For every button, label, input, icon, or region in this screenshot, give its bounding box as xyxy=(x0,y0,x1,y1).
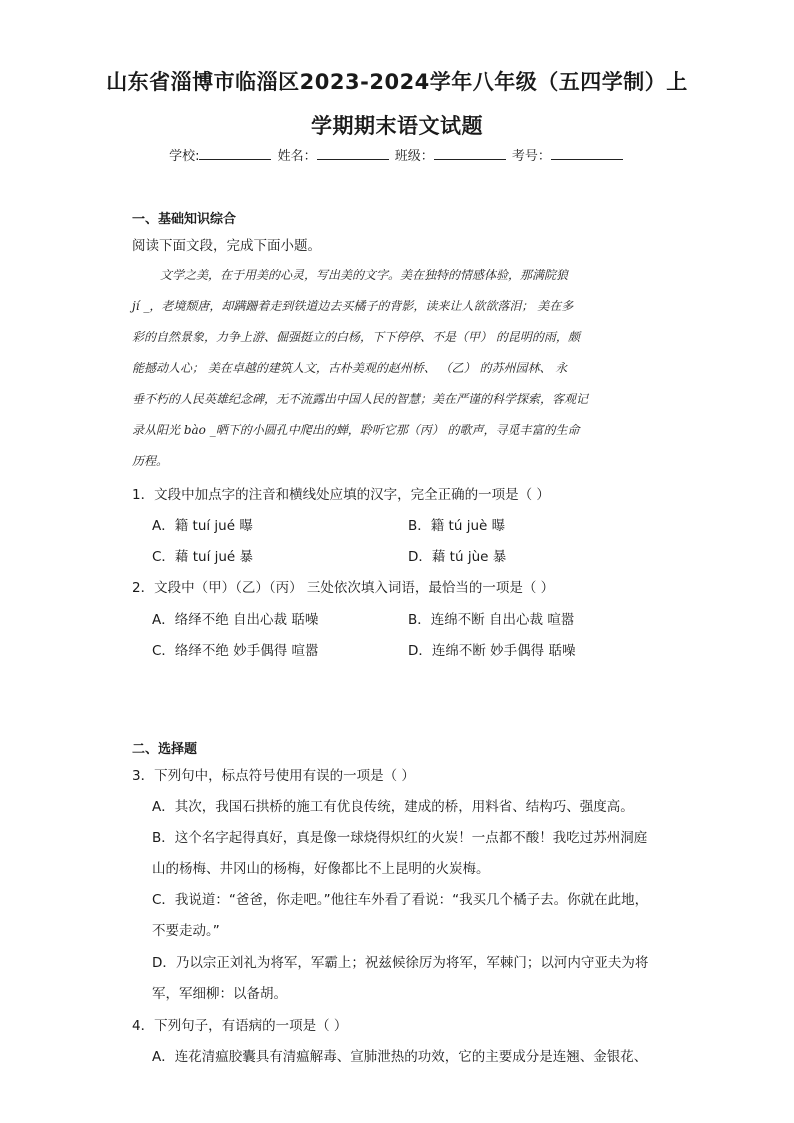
q2-option-b[interactable]: B．连绵不断 自出心裁 喧嚣 xyxy=(408,612,575,628)
section1-instruction: 阅读下面文段，完成下面小题。 xyxy=(132,238,321,254)
q3-option-d[interactable]: D．乃以宗正刘礼为将军，军霸上；祝兹候徐厉为将军，军棘门；以河内守亚夫为将 xyxy=(152,955,649,971)
name-label: 姓名： xyxy=(277,149,317,164)
q3-option-b-cont: 山的杨梅、井冈山的杨梅，好像都比不上昆明的火炭梅。 xyxy=(152,861,490,877)
school-label: 学校: xyxy=(169,149,200,164)
q3-option-d-cont: 军，军细柳：以备胡。 xyxy=(152,986,287,1002)
q2-option-c[interactable]: C．络绎不绝 妙手偶得 喧嚣 xyxy=(152,643,319,659)
student-info-row xyxy=(0,145,794,164)
q1-option-a[interactable]: A．籍 tuí jué 曝 xyxy=(152,518,253,534)
q3-option-c[interactable]: C．我说道：“爸爸，你走吧。”他往车外看了看说：“我买几个橘子去。你就在此地， xyxy=(152,892,649,908)
exam-title-line1: 山东省淄博市临淄区2023-2024学年八年级（五四学制）上 xyxy=(106,70,688,94)
q4-option-a[interactable]: A．连花清瘟胶囊具有清瘟解毒、宣肺泄热的功效，它的主要成分是连翘、金银花、 xyxy=(152,1049,648,1065)
number-blank[interactable] xyxy=(551,147,623,160)
passage-line-4: 能撼动人心； 美在卓越的建筑人文，古朴美观的赵州桥、 （乙） 的苏州园林、 永 xyxy=(132,361,568,375)
q2-option-d[interactable]: D．连绵不断 妙手偶得 聒噪 xyxy=(408,643,576,659)
section2-heading: 二、选择题 xyxy=(132,742,198,757)
question-3-stem: 3．下列句中，标点符号使用有误的一项是（ ） xyxy=(132,768,415,784)
q3-option-b[interactable]: B．这个名字起得真好，真是像一球烧得炽红的火炭！一点都不酸！我吃过苏州洞庭 xyxy=(152,830,648,846)
section1-heading: 一、基础知识综合 xyxy=(132,212,237,227)
passage-line-5: 垂不朽的人民英雄纪念碑，无不流露出中国人民的智慧；美在严谨的科学探索，客观记 xyxy=(132,392,589,406)
class-label: 班级： xyxy=(394,149,434,164)
q2-option-a[interactable]: A．络绎不绝 自出心裁 聒噪 xyxy=(152,612,319,628)
q3-option-c-cont: 不要走动。” xyxy=(152,923,220,939)
school-blank[interactable] xyxy=(199,147,271,160)
q1-option-b[interactable]: B．籍 tú juè 曝 xyxy=(408,518,506,534)
q3-option-a[interactable]: A．其次，我国石拱桥的施工有优良传统，建成的桥，用料省、结构巧、强度高。 xyxy=(152,799,634,815)
passage-line-2: jí _，老境颓唐，却蹒跚着走到铁道边去买橘子的背影，读来让人欲欲落泪； 美在多 xyxy=(132,299,574,313)
passage-line-6: 录从阳光 bào _晒下的小圆孔中爬出的蝉，聆听它那（丙） 的歌声，寻觅丰富的生命 xyxy=(132,423,580,437)
number-label: 考号： xyxy=(511,149,551,164)
question-4-stem: 4．下列句子，有语病的一项是（ ） xyxy=(132,1018,348,1034)
passage-line-3: 彩的自然景象，力争上游、倔强挺立的白杨，下下停停、不是（甲） 的昆明的雨，颇 xyxy=(132,330,580,344)
q1-option-c[interactable]: C．藉 tuí jué 暴 xyxy=(152,549,254,565)
q1-option-d[interactable]: D．藉 tú jùe 暴 xyxy=(408,549,507,565)
class-blank[interactable] xyxy=(434,147,506,160)
exam-title-line2: 学期期末语文试题 xyxy=(311,114,483,138)
question-1-stem: 1．文段中加点字的注音和横线处应填的汉字，完全正确的一项是（ ） xyxy=(132,487,550,503)
question-2-stem: 2．文段中（甲）（乙）（丙） 三处依次填入词语，最恰当的一项是（ ） xyxy=(132,580,555,596)
name-blank[interactable] xyxy=(317,147,389,160)
passage-line-1: 文学之美，在于用美的心灵，写出美的文字。美在独特的情感体验，那满院狼 xyxy=(160,268,569,282)
passage-line-7: 历程。 xyxy=(132,454,169,468)
